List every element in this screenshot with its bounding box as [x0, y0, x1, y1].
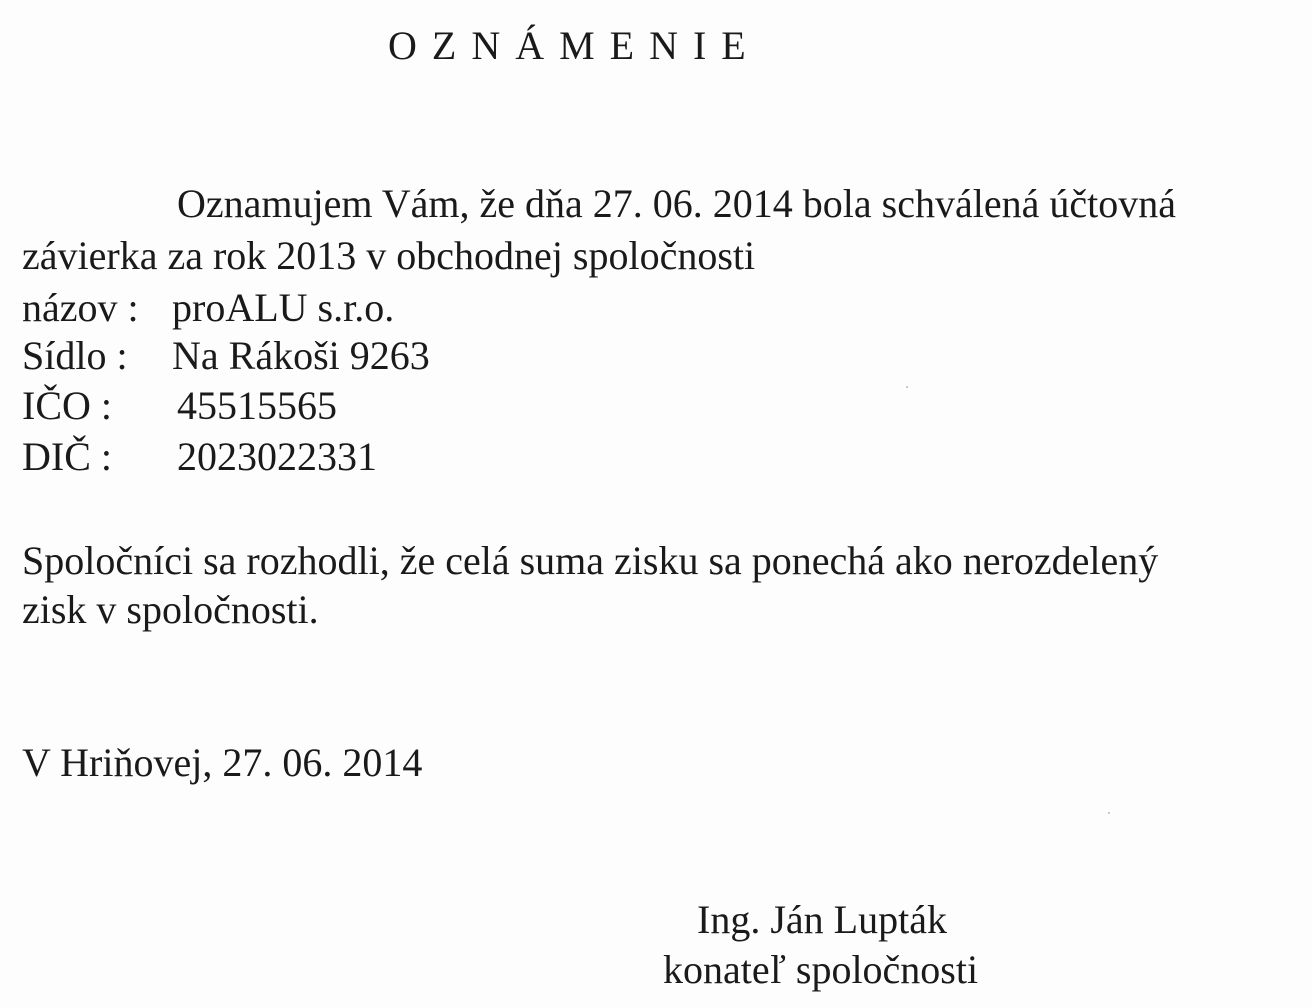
field-label-dic: DIČ : [22, 434, 112, 479]
decision-line-2: zisk v spoločnosti. [22, 587, 319, 632]
field-value-sidlo: Na Rákoši 9263 [172, 333, 430, 378]
place-date: V Hriňovej, 27. 06. 2014 [22, 740, 423, 785]
intro-line-1: Oznamujem Vám, že dňa 27. 06. 2014 bola schválená účtovná [177, 181, 1176, 226]
field-value-ico: 45515565 [177, 383, 337, 428]
signatory-role: konateľ spoločnosti [663, 947, 979, 992]
scan-speck [906, 386, 908, 388]
decision-line-1: Spoločníci sa rozhodli, že celá suma zisku sa ponechá ako nerozdelený [22, 538, 1159, 583]
field-value-nazov: proALU s.r.o. [172, 285, 395, 330]
document-title: OZNÁMENIE [388, 23, 761, 68]
scan-speck [1108, 812, 1110, 814]
field-label-sidlo: Sídlo : [22, 333, 128, 378]
signatory-name: Ing. Ján Lupták [697, 897, 947, 942]
intro-line-2: závierka za rok 2013 v obchodnej spoločnosti [22, 233, 756, 278]
field-label-ico: IČO : [22, 383, 112, 428]
field-label-nazov: názov : [22, 285, 139, 330]
field-value-dic: 2023022331 [177, 434, 377, 479]
